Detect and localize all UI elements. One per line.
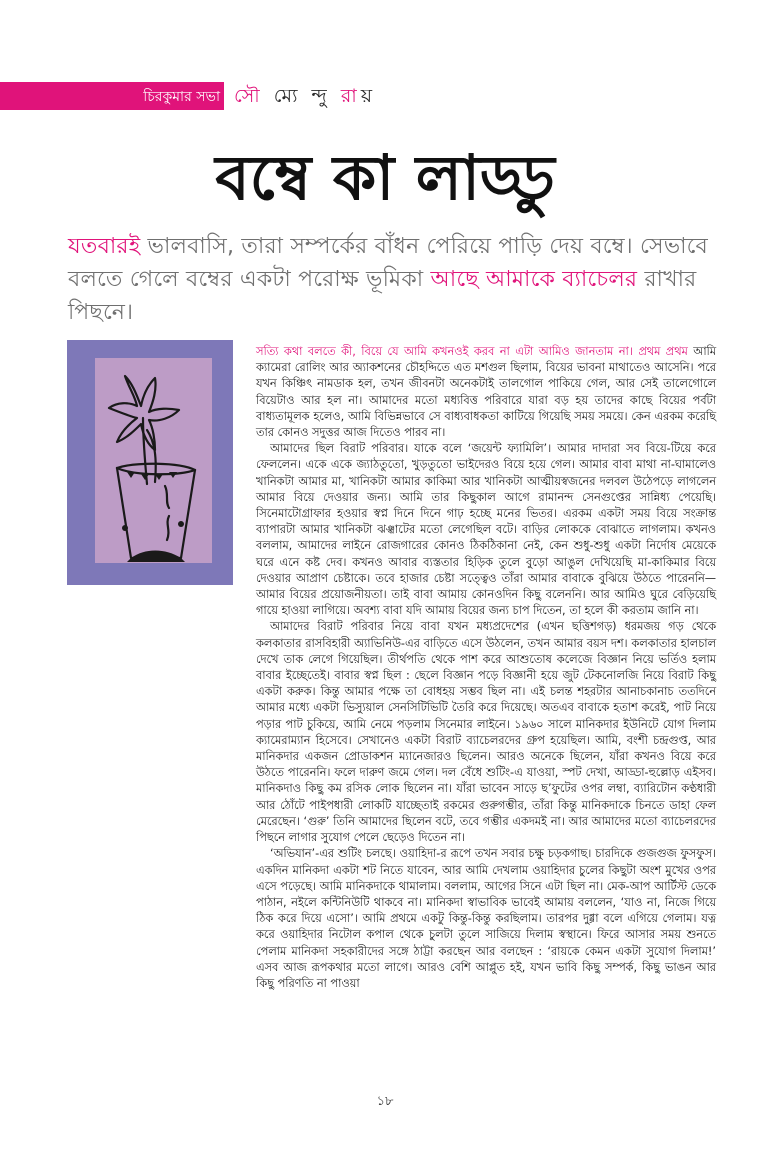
article-deck — [68, 230, 708, 329]
article-paragraph-1-text: আমি ক্যামেরা রোলিং আর অ্যাকশনের চৌহদ্দিতে এত মশগুল ছিলাম, বিয়ের ভাবনা মাথাতেও আসেনি। পরে যখন কিঞ্চিৎ নামডাক হল, তখন জীবনটা অনেকটাই তালগোল পাকিয়ে গেল, আর সেই তালেগোলে বিয়েটাও আর হল না। আমাদের মতো মধ্যবিত্ত পরিবারে যারা বড় হয় তাদের কাছে বিয়ের পর্বটা বাধ্যতামূলক হলেও, আমি বিভিন্নভাবে সে বাধ্যবাধকতা কাটিয়ে গিয়েছি সময় সময়ে। কেন এরকম করেছি তার কোনও সদুত্তর আজ দিতেও পারব না। — [256, 345, 716, 440]
flower-vase-icon — [95, 358, 212, 563]
deck-text-1: ভালবাসি, তারা সম্পর্কের বাঁধন পেরিয়ে পাড়ি দেয় বম্বে। সেভাবে বলতে গেলে বম্বের একটা পরোক্ষ ভূমিকা — [68, 234, 708, 292]
article-headline: বম্বে কা লাড্ডু — [215, 141, 555, 214]
author-byline — [234, 82, 376, 110]
author-part-1: সৌ — [234, 85, 264, 107]
deck-highlight-1: যতবারই — [68, 234, 141, 259]
deck-text-2: রাখার পিছনে। — [68, 267, 697, 325]
author-part-4: য় — [360, 85, 377, 107]
article-paragraph-2: আমাদের ছিল বিরাট পরিবার। যাকে বলে ‘জয়েন্ট ফ্যামিলি’। আমার দাদারা সব বিয়ে-টিয়ে করে ফেললেন। একে একে জ্যাঠতুতো, খুড়তুতো ভাইদেরও বিয়ে হয়ে গেল। আমার বাবা মাথা না-ঘামালেও খানিকটা আমার মা, খানিকটা আমার কাকিমা আর খানিকটা আত্মীয়স্বজনের দলবল উঠেপড়ে লাগলেন আমার বিয়ে দেওয়ার জন্য। আমি তার কিছুকাল আগে রামানন্দ সেনগুপ্তের সান্নিধ্য পেয়েছি। সিনেমাটোগ্রাফার হওয়ার স্বপ্ন দিনে দিনে গাঢ় হচ্ছে মনের ভিতর। এরকম একটা সময় বিয়ে সংক্রান্ত ব্যাপারটা আমার খানিকটা ঝঞ্ঝাটের মতো লেগেছিল বটে। বাড়ির লোককে বোঝাতে লাগলাম। কখনও বললাম, আমাদের লাইনে রোজগারের কোনও ঠিকঠিকানা নেই, কেন শুধু-শুধু একটা নির্দোষ মেয়েকে ঘরে এনে কষ্ট দেব। কখনও আবার ব্যস্ততার হিড়িক তুলে বুড়ো আঙুল দেখিয়েছি মা-কাকিমার বিয়ে দেওয়ার আপ্রাণ চেষ্টাকে। তবে হাজার চেষ্টা সত্ত্বেও তাঁরা আমার বাবাকে বুঝিয়ে উঠতে পারেননি—আমার বিয়ের প্রয়োজনীয়তা। তাই বাবা আমায় কোনওদিন কিছু বলেননি। আর আমিও ঘুরে বেড়িয়েছি গায়ে হাওয়া লাগিয়ে। অবশ্য বাবা যদি আমায় বিয়ের জন্য চাপ দিতেন, তা হলে কী করতাম জানি না। — [256, 442, 716, 618]
author-part-3: রা — [340, 85, 361, 107]
article-paragraph-3: আমাদের বিরাট পরিবার নিয়ে বাবা যখন মধ্যপ্রদেশের (এখন ছত্তিশগড়) ধরমজয় গড় থেকে কলকাতার রাসবিহারী অ্যাভিনিউ-এর বাড়িতে এসে উঠলেন, তখন আমার বয়স দশ। কলকাতার হালচাল দেখে তাক লেগে গিয়েছিল। তীর্থপতি থেকে পাশ করে আশুতোষ কলেজে বিজ্ঞান নিয়ে ভর্তিও হলাম বাবার ইচ্ছেতেই। বাবার স্বপ্ন ছিল : ছেলে বিজ্ঞান পড়ে বিজ্ঞানী হয়ে জুট টেকনোলজি নিয়ে বিরাট কিছু একটা করুক। কিন্তু আমার পক্ষে তা বোধহয় সম্ভব ছিল না। এই চলন্ত শহরটার আনাচকানাচ ততদিনে আমার মধ্যে একটা ভিস্যুয়াল সেনসিটিভিটি তৈরি করে দিয়েছে। অতএব বাবাকে হতাশ করেই, পাট নিয়ে পড়ার পাট চুকিয়ে, আমি নেমে পড়লাম সিনেমার লাইনে। ১৯৬০ সালে মানিকদার ইউনিটে যোগ দিলাম ক্যামেরাম্যান হিসেবে। সেখানেও একটা বিরাট ব্যাচেলরদের গ্রুপ হয়েছিল। আমি, বংশী চন্দ্রগুপ্ত, আর মানিকদার একজন প্রোডাকশন ম্যানেজারও ছিলেন। আরও অনেকে ছিলেন, যাঁরা কখনও বিয়ে করে উঠতে পারেননি। ফলে দারুণ জমে গেল। দল বেঁধে শুটিং-এ যাওয়া, স্পট দেখা, আড্ডা-হুল্লোড় এইসব। মানিকদাও কিছু কম রসিক লোক ছিলেন না। যাঁরা ভাবেন সাড়ে ছ’ফুটের ওপর লম্বা, ব্যারিটোন কণ্ঠধারী আর ঠোঁটে পাইপধারী লোকটি যাচ্ছেতাই রকমের গুরুগম্ভীর, তাঁরা কিন্তু মানিকদাকে চিনতে ডাহা ফেল মেরেছেন। ‘গুরু’ তিনি আমাদের ছিলেন বটে, তবে গম্ভীর একদমই না। আর আমাদের মতো ব্যাচেলরদের পিছনে লাগার সুযোগ পেলে ছেড়েও দিতেন না। — [256, 620, 716, 845]
deck-highlight-2: আছে আমাকে ব্যাচেলর — [430, 267, 638, 292]
article-body — [256, 344, 716, 992]
article-lead: সত্যি কথা বলতে কী, বিয়ে যে আমি কখনওই করব না এটা আমিও জানতাম না। প্রথম প্রথম — [256, 345, 688, 358]
author-part-2: ম্যে ন্দু — [273, 85, 331, 107]
page-number: ১৮ — [376, 1094, 394, 1109]
section-label: চিরকুমার সভা — [143, 89, 220, 105]
article-paragraph-4: ‘অভিযান’-এর শুটিং চলছে। ওয়াহিদা-র রূপে তখন সবার চক্ষু চড়কগাছ। চারদিকে গুজগুজ ফুসফুস। একদিন মানিকদা একটা শট নিতে যাবেন, আর আমি দেখলাম ওয়াহিদার চুলের কিছুটা অংশ মুখের ওপর এসে পড়েছে। আমি মানিকদাকে থামালাম। বললাম, আগের সিনে এটা ছিল না। মেক-আপ আর্টিস্ট ডেকে পাঠান, নইলে কন্টিনিউটি থাকবে না। মানিকদা স্বাভাবিক ভাবেই আমায় বললেন, ‘যাও না, নিজে গিয়ে ঠিক করে দিয়ে এসো’। আমি প্রথমে একটু কিন্তু-কিন্তু করছিলাম। তারপর দুগ্গা বলে এগিয়ে গেলাম। যত্ন করে ওয়াহিদার নিটোল কপাল থেকে চুলটা তুলে সাজিয়ে দিলাম স্বস্থানে। ফিরে আসার সময় শুনতে পেলাম মানিকদা সহকারীদের সঙ্গে ঠাট্টা করছেন আর বলছেন : ‘রায়কে কেমন একটা সুযোগ দিলাম!’ এসব আজ রূপকথার মতো লাগে। আরও বেশি আপ্লুত হই, যখন ভাবি কিছু সম্পর্ক, কিছু ভাঙন আর কিছু পরিণতি না পাওয়া — [256, 847, 716, 990]
article-paragraph-1 — [256, 344, 716, 441]
